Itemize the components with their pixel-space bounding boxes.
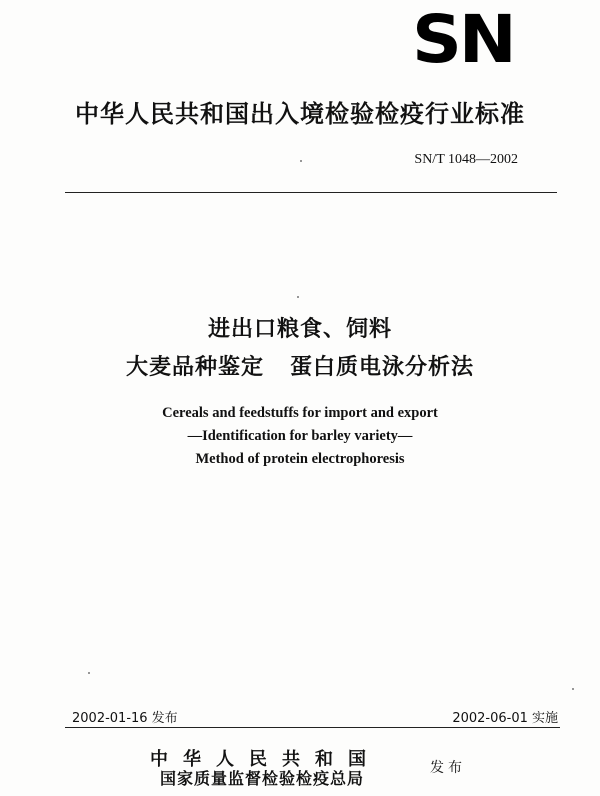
implementation-date: 2002-06-01 实施: [452, 711, 558, 726]
english-title-line-3: Method of protein electrophoresis: [195, 451, 405, 467]
issue-date: 2002-01-16 发布: [72, 711, 178, 726]
sn-logo: SN: [412, 1, 514, 78]
english-title-line-2: —Identification for barley variety—: [187, 428, 413, 444]
scan-speck: [88, 672, 90, 674]
standard-code: SN/T 1048—2002: [414, 152, 518, 167]
top-divider: [65, 192, 557, 193]
english-title-line-1: Cereals and feedstuffs for import and export: [162, 405, 438, 421]
issuer-country: 中华人民共和国: [150, 749, 381, 770]
scan-speck: [572, 688, 574, 690]
issue-action: 发布: [430, 760, 466, 776]
chinese-title-line-2: 大麦品种鉴定 蛋白质电泳分析法: [126, 355, 474, 380]
issuer-agency: 国家质量监督检验检疫总局: [160, 769, 365, 788]
scan-speck: [297, 296, 299, 298]
organization-title: 中华人民共和国出入境检验检疫行业标准: [75, 100, 525, 128]
chinese-title-line-1: 进出口粮食、饲料: [207, 317, 392, 342]
scan-speck: [300, 160, 302, 162]
bottom-divider: [65, 727, 560, 728]
